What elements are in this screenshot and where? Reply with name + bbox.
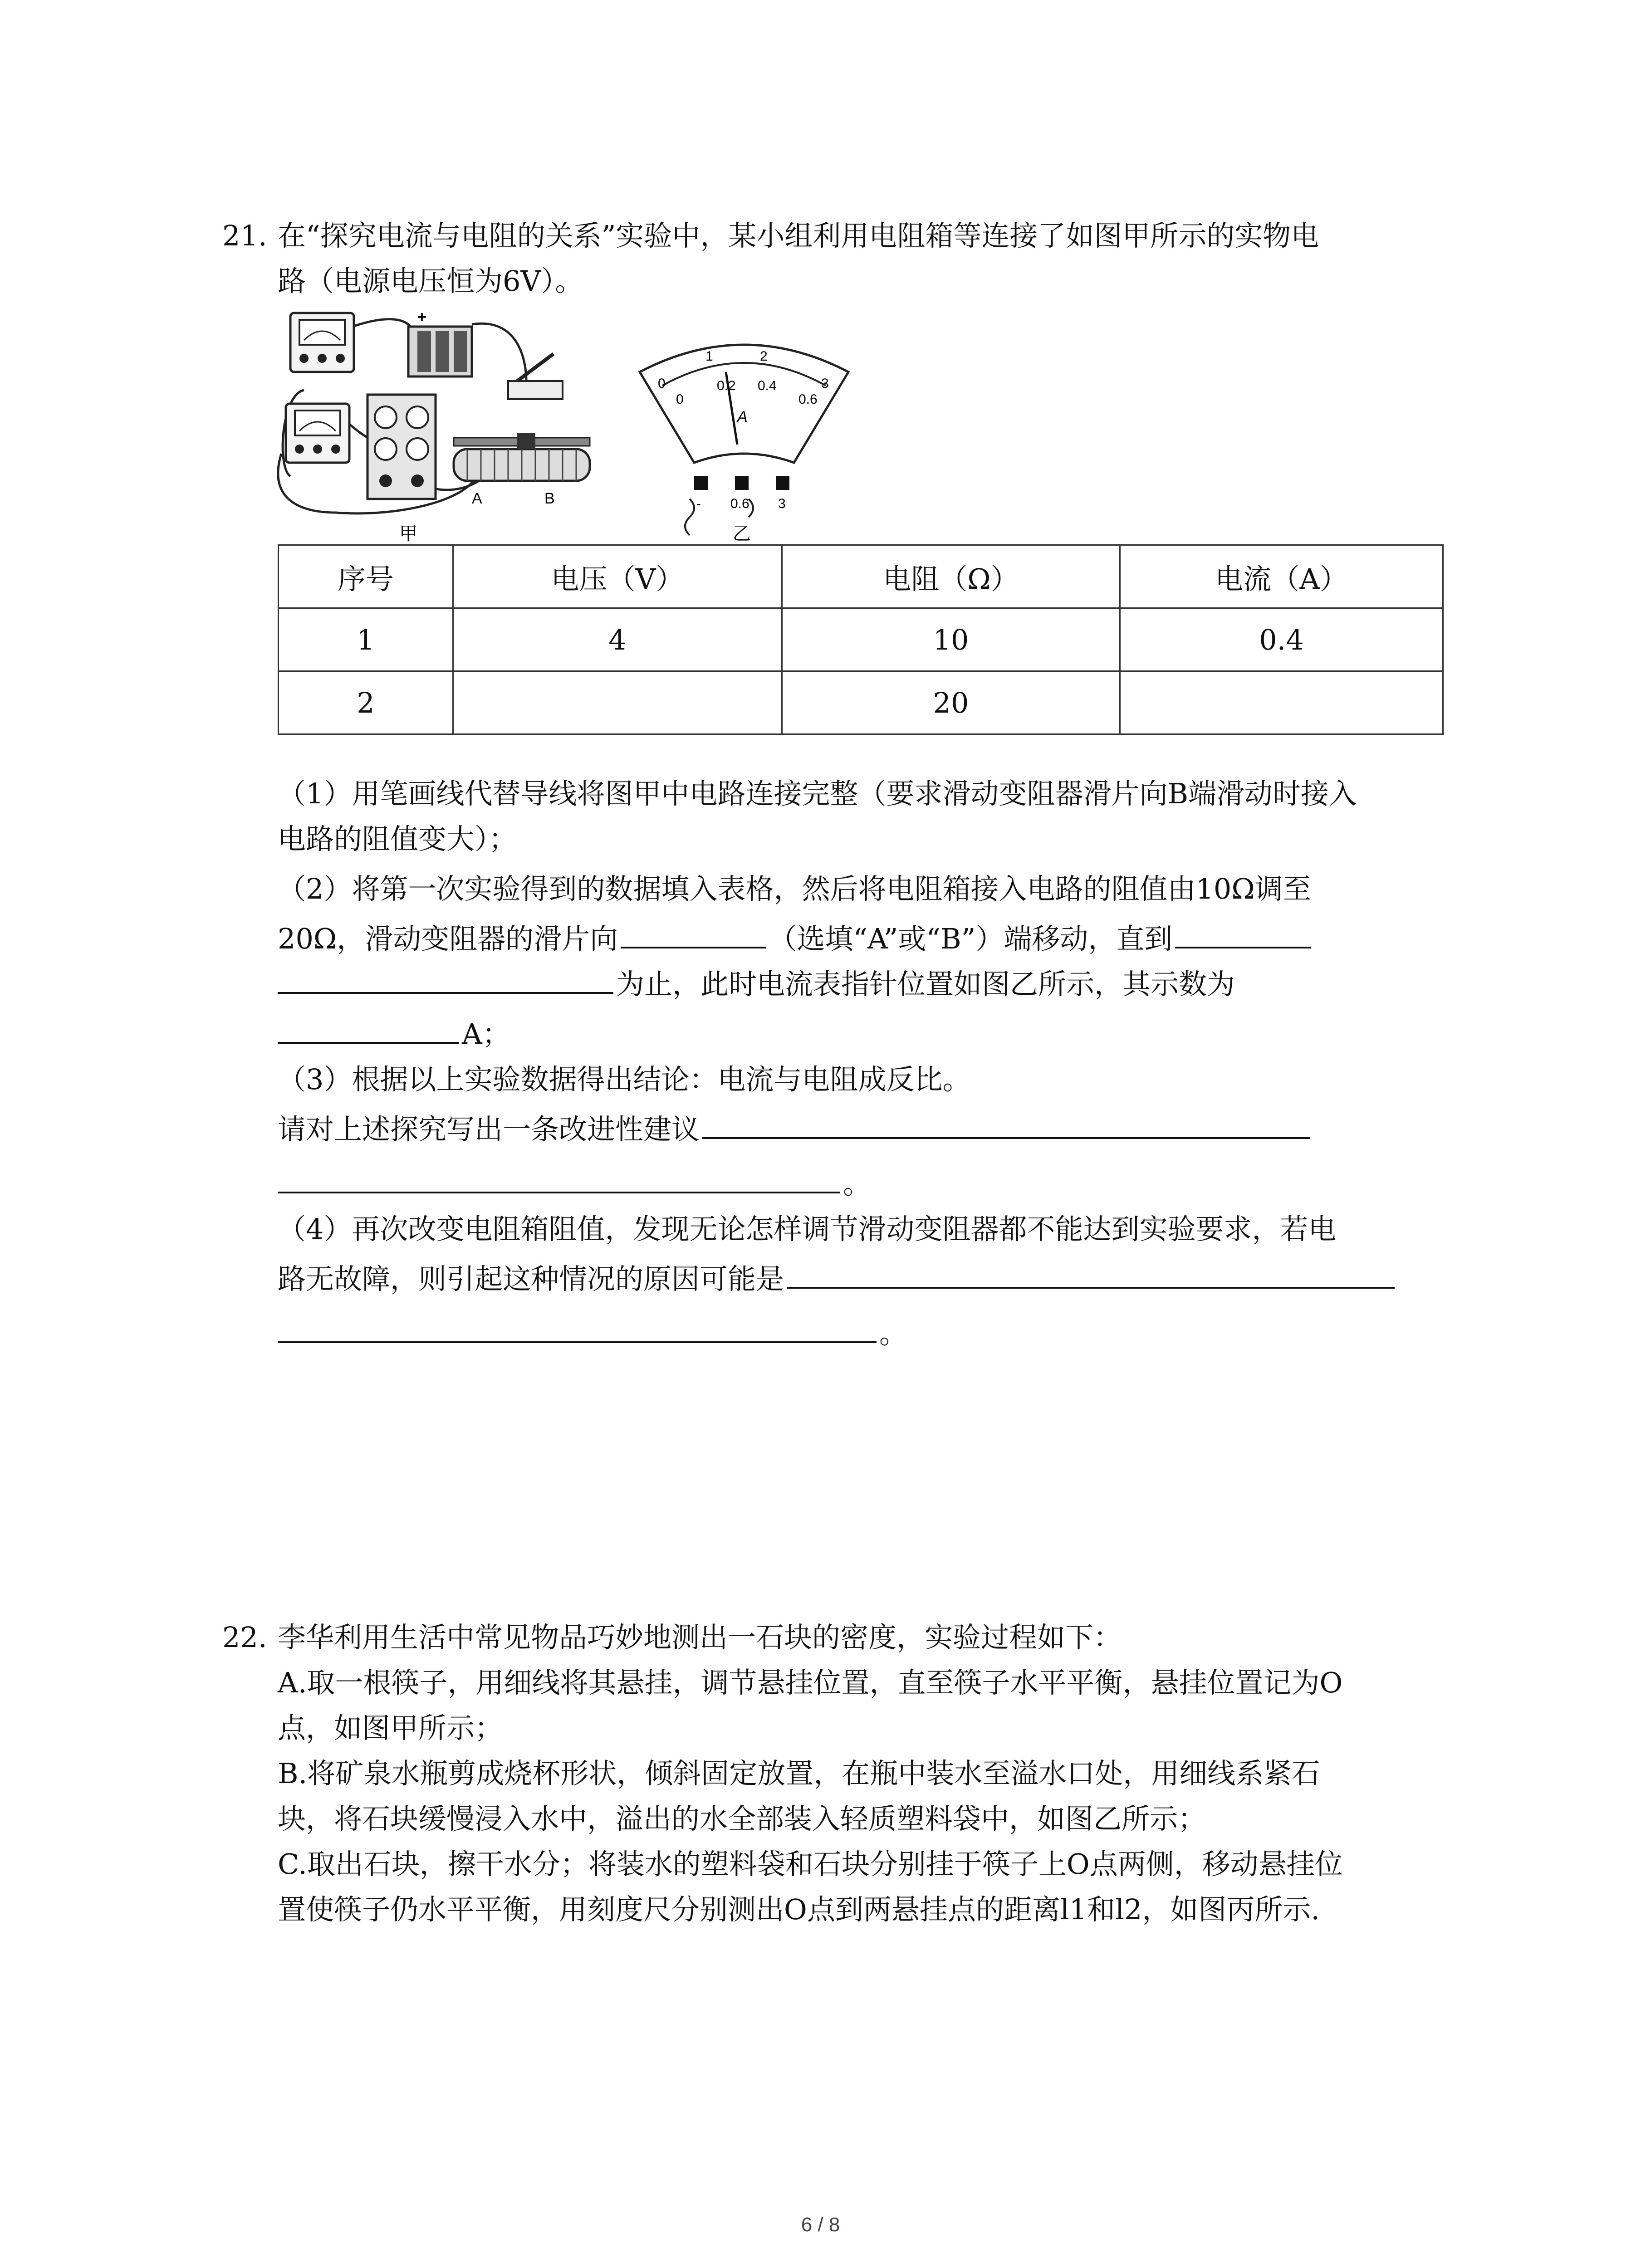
rheostat-icon [454, 433, 590, 507]
fig-yi-label: 乙 [733, 524, 751, 544]
rheostat-label-b: B [544, 490, 555, 507]
voltmeter-icon [290, 313, 354, 372]
q21-p2-line4 [278, 1012, 510, 1057]
terminal-neg: - [696, 496, 701, 511]
q22-line5: 块，将石块缓慢浸入水中，溢出的水全部装入轻质塑料袋中，如图乙所示； [278, 1802, 1206, 1835]
fig-jia-label: 甲 [399, 524, 417, 544]
battery-icon [408, 308, 472, 376]
q21-number: 21. [222, 219, 267, 252]
q21-p2-line1: （2）将第一次实验得到的数据填入表格，然后将电阻箱接入电路的阻值由10Ω调至 [278, 872, 1311, 905]
q21-stem-line2: 路（电源电压恒为6V）。 [278, 264, 583, 298]
q21-p4-line2 [278, 1256, 1397, 1302]
q21-p2-line2-b: （选填“A”或“B”）端移动，直到 [769, 922, 1173, 955]
dial-top-1: 1 [705, 349, 713, 364]
th-resistance: 电阻（Ω） [782, 545, 1120, 608]
table-row [279, 671, 1443, 734]
q21-p3-line3 [278, 1161, 871, 1207]
q21-p2-line4-text: A； [462, 1017, 510, 1051]
q22-line2: A.取一根筷子，用细线将其悬挂，调节悬挂位置，直至筷子水平平衡，悬挂位置记为O [278, 1666, 1343, 1699]
th-current: 电流（A） [1120, 545, 1443, 608]
cell: 0.4 [1120, 608, 1443, 671]
cell: 1 [279, 608, 453, 671]
th-voltage: 电压（V） [453, 545, 782, 608]
dial-bottom-0.2: 0.2 [717, 378, 736, 393]
q21-p1-line1: （1）用笔画线代替导线将图甲中电路连接完整（要求滑动变阻器滑片向B端滑动时接入 [278, 777, 1357, 810]
table-header-row [279, 545, 1443, 608]
th-index: 序号 [279, 545, 453, 608]
dial-bottom-0.4: 0.4 [758, 378, 777, 393]
cell-blank[interactable] [453, 671, 782, 734]
q21-p3-line2 [278, 1107, 1313, 1152]
rheostat-label-a: A [472, 490, 482, 507]
q22-line3: 点，如图甲所示； [278, 1711, 503, 1745]
q22-line7: 置使筷子仍水平平衡，用刻度尺分别测出O点到两悬挂点的距离l1和l2，如图丙所示. [278, 1893, 1320, 1926]
switch-icon [508, 354, 563, 399]
cell: 10 [782, 608, 1120, 671]
page-number: 6 / 8 [801, 2214, 840, 2236]
dial-unit: A [737, 408, 748, 425]
answer-blank-direction[interactable] [621, 919, 766, 948]
q21-p4-line1: （4）再次改变电阻箱阻值，发现无论怎样调节滑动变阻器都不能达到实验要求，若电 [278, 1212, 1337, 1246]
q21-p4-line2-text: 路无故障，则引起这种情况的原因可能是 [278, 1262, 784, 1295]
dial-top-2: 2 [760, 349, 768, 364]
q21-p2-line3 [278, 962, 1235, 1007]
data-table [278, 544, 1444, 735]
q21-p4-end: 。 [879, 1317, 908, 1350]
q21-p2-line3-text: 为止，此时电流表指针位置如图乙所示，其示数为 [616, 968, 1235, 1001]
q21-p3-line2-text: 请对上述探究写出一条改进性建议 [278, 1113, 700, 1146]
answer-blank-suggestion-cont[interactable] [278, 1163, 840, 1193]
q22-number: 22. [222, 1621, 267, 1654]
cell: 2 [279, 671, 453, 734]
ammeter-dial-figure-yi [631, 327, 857, 544]
dial-bottom-0: 0 [676, 392, 684, 407]
resistance-box-icon [367, 395, 436, 499]
q22-line6: C.取出石块，擦干水分；将装水的塑料袋和石块分别挂于筷子上O点两侧，移动悬挂位 [278, 1848, 1343, 1881]
terminal-0.6: 0.6 [730, 496, 749, 511]
q21-p2-line2-a: 20Ω，滑动变阻器的滑片向 [278, 922, 618, 955]
answer-blank-reading[interactable] [278, 1014, 459, 1044]
cell-blank[interactable] [1120, 671, 1443, 734]
cell: 20 [782, 671, 1120, 734]
terminal-3: 3 [778, 496, 786, 511]
battery-plus-label: + [417, 308, 426, 326]
q22-line1: 李华利用生活中常见物品巧妙地测出一石块的密度，实验过程如下： [278, 1621, 1122, 1654]
dial-bottom-0.6: 0.6 [798, 392, 818, 407]
answer-blank-reason-cont[interactable] [278, 1313, 877, 1343]
answer-blank-reason[interactable] [787, 1259, 1395, 1289]
q21-stem-line1: 在“探究电流与电阻的关系”实验中，某小组利用电阻箱等连接了如图甲所示的实物电 [278, 219, 1319, 252]
dial-top-3: 3 [821, 376, 829, 391]
answer-blank-until-cont[interactable] [278, 964, 613, 994]
dial-top-0: 0 [658, 376, 666, 391]
q21-p3-line1: （3）根据以上实验数据得出结论：电流与电阻成反比。 [278, 1063, 971, 1096]
q21-p1-line2: 电路的阻值变大）； [278, 822, 517, 855]
table-row [279, 608, 1443, 671]
q21-p3-end: 。 [843, 1167, 872, 1200]
ammeter-device-icon [286, 404, 349, 463]
answer-blank-until[interactable] [1175, 919, 1311, 948]
q21-p4-line3 [278, 1311, 907, 1356]
q21-p2-line2 [278, 916, 1314, 962]
answer-blank-suggestion[interactable] [702, 1109, 1310, 1139]
q22-line4: B.将矿泉水瓶剪成烧杯形状，倾斜固定放置，在瓶中装水至溢水口处，用细线系紧石 [278, 1757, 1320, 1790]
circuit-figure-jia [272, 304, 617, 549]
cell: 4 [453, 608, 782, 671]
